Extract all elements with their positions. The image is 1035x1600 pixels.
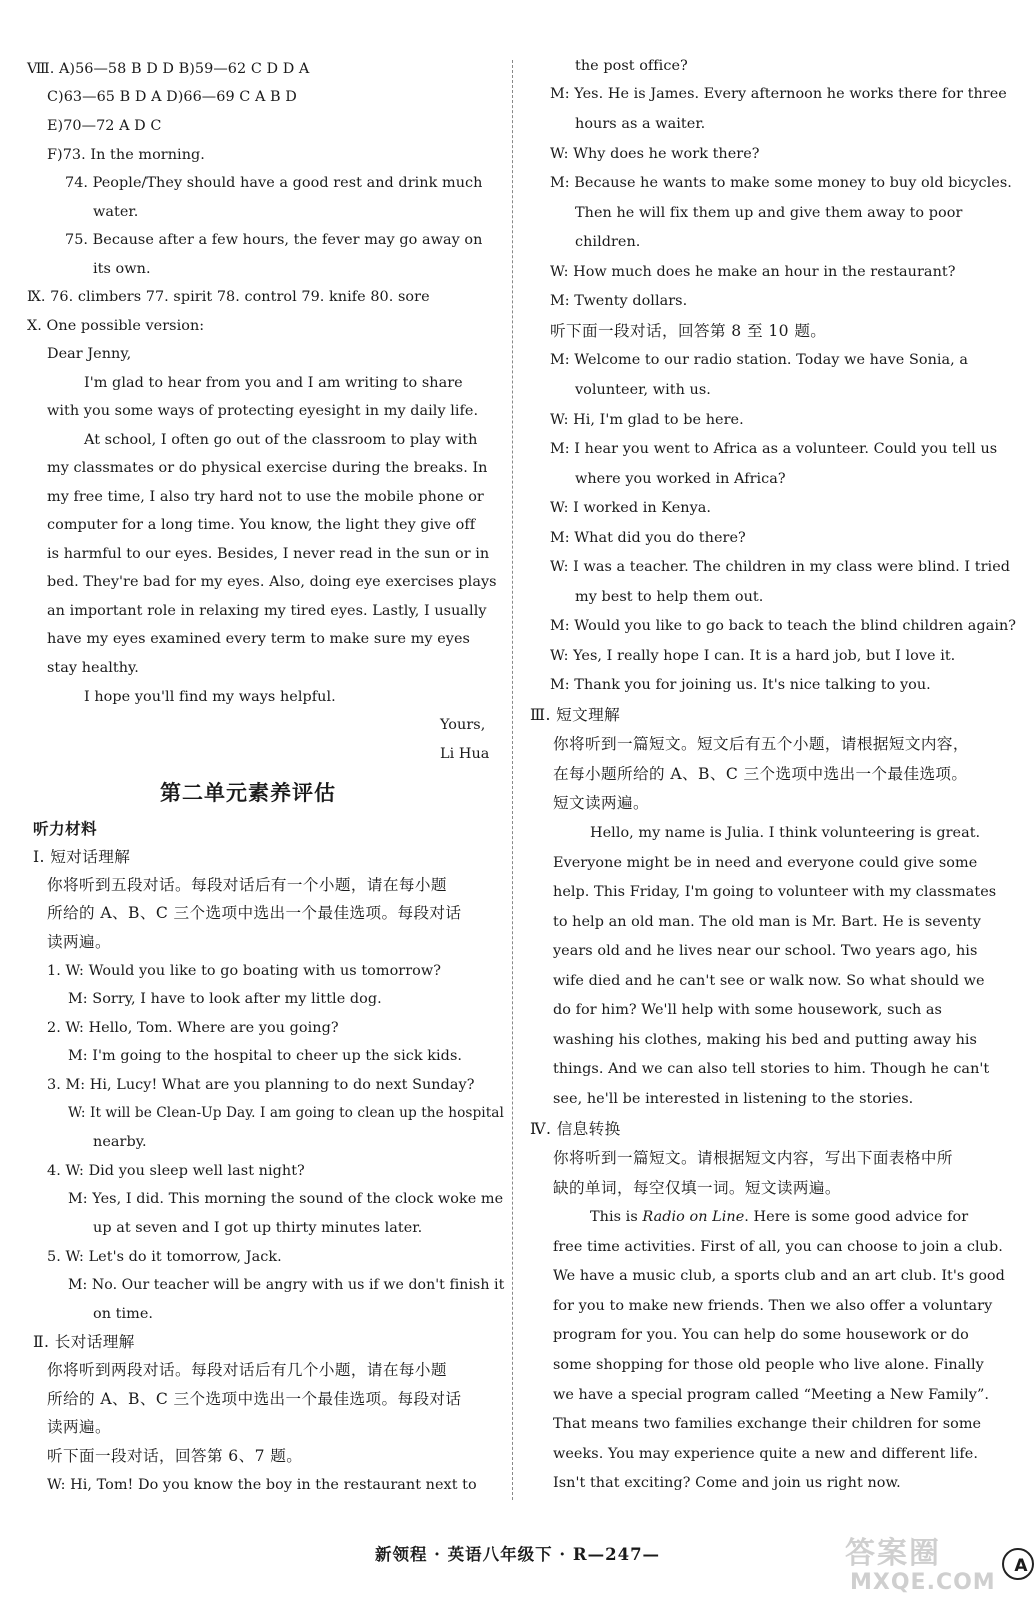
left-column-line: my classmates or do physical exercise during the breaks. In bbox=[47, 460, 488, 476]
left-column-line: nearby. bbox=[93, 1134, 147, 1150]
right-column-line: free time activities. First of all, you can choose to join a club. bbox=[553, 1239, 1003, 1255]
left-column-line: I'm glad to hear from you and I am writing to share bbox=[84, 375, 463, 391]
left-column-line: water. bbox=[93, 204, 139, 220]
left-column-line: W: Hi, Tom! Do you know the boy in the restaurant next to bbox=[47, 1477, 477, 1493]
left-column-line: M: I'm going to the hospital to cheer up the sick kids. bbox=[68, 1048, 463, 1064]
left-column-line: Dear Jenny, bbox=[47, 346, 132, 362]
right-column-line: the post office? bbox=[575, 58, 688, 74]
left-column-line: 听下面一段对话，回答第 6、7 题。 bbox=[47, 1447, 303, 1465]
right-column-line: 在每小题所给的 A、B、C 三个选项中选出一个最佳选项。 bbox=[553, 765, 968, 783]
right-column-line: M: Because he wants to make some money to buy old bicycles. bbox=[550, 175, 1012, 191]
left-column-line: Li Hua bbox=[440, 746, 490, 762]
right-column-line: This is Radio on Line. Here is some good advice for bbox=[590, 1209, 969, 1225]
right-column-line: my best to help them out. bbox=[575, 589, 764, 605]
column-divider bbox=[512, 60, 513, 1500]
right-column-line: volunteer, with us. bbox=[575, 382, 711, 398]
left-column-line: 75. Because after a few hours, the fever may go away on bbox=[65, 232, 483, 248]
page-footer: 新领程 · 英语八年级下 · R—247— bbox=[374, 1545, 661, 1564]
right-column-line: Then he will fix them up and give them away to poor bbox=[575, 205, 963, 221]
left-column-line: 所给的 A、B、C 三个选项中选出一个最佳选项。每段对话 bbox=[47, 1390, 462, 1408]
left-column-line: my free time, I also try hard not to use the mobile phone or bbox=[47, 489, 484, 505]
right-column-line: we have a special program called “Meeting a New Family”. bbox=[553, 1387, 989, 1403]
right-column-line: M: I hear you went to Africa as a volunteer. Could you tell us bbox=[550, 441, 998, 457]
left-column-line: with you some ways of protecting eyesight in my daily life. bbox=[47, 403, 479, 419]
right-column-line: things. And we can also tell stories to him. Though he can't bbox=[553, 1061, 990, 1077]
right-column-line: M: Welcome to our radio station. Today we have Sonia, a bbox=[550, 352, 969, 368]
left-column-line: 所给的 A、B、C 三个选项中选出一个最佳选项。每段对话 bbox=[47, 904, 462, 922]
right-column-line: wife died and he can't see or walk now. So what should we bbox=[553, 973, 985, 989]
right-column-line: Hello, my name is Julia. I think volunteering is great. bbox=[590, 825, 981, 841]
right-column-line: M: Would you like to go back to teach the blind children again? bbox=[550, 618, 1017, 634]
left-column-line: I hope you'll find my ways helpful. bbox=[84, 689, 336, 705]
right-column-line: M: Thank you for joining us. It's nice talking to you. bbox=[550, 677, 931, 693]
right-column-line: for you to make new friends. Then we also offer a voluntary bbox=[553, 1298, 993, 1314]
left-column-line: an important role in relaxing my tired eyes. Lastly, I usually bbox=[47, 603, 487, 619]
right-column-line: hours as a waiter. bbox=[575, 116, 706, 132]
right-column-line: M: Twenty dollars. bbox=[550, 293, 688, 309]
left-column-line: on time. bbox=[93, 1306, 154, 1322]
right-column-line: where you worked in Africa? bbox=[575, 471, 786, 487]
left-column-line: C)63—65 B D A D)66—69 C A B D bbox=[47, 89, 297, 105]
right-column-line: W: Hi, I'm glad to be here. bbox=[550, 412, 744, 428]
right-column-line: Ⅲ. 短文理解 bbox=[530, 706, 621, 724]
left-column-line: At school, I often go out of the classroom to play with bbox=[84, 432, 478, 448]
watermark-text: 答案圈 bbox=[845, 1536, 941, 1571]
right-column-line: 短文读两遍。 bbox=[553, 794, 649, 812]
right-column-line: Isn't that exciting? Come and join us right now. bbox=[553, 1475, 901, 1491]
left-column-line: 5. W: Let's do it tomorrow, Jack. bbox=[47, 1249, 282, 1265]
right-column-line: program for you. You can help do some housework or do bbox=[553, 1327, 969, 1343]
right-column-line: help. This Friday, I'm going to volunteer with my classmates bbox=[553, 884, 997, 900]
right-column-line: M: What did you do there? bbox=[550, 530, 746, 546]
right-column-line: weeks. You may experience quite a new and different life. bbox=[553, 1446, 978, 1462]
left-column-line: 你将听到五段对话。每段对话后有一个小题，请在每小题 bbox=[47, 876, 447, 894]
left-column-line: 读两遍。 bbox=[47, 933, 111, 951]
left-column-line: 2. W: Hello, Tom. Where are you going? bbox=[47, 1020, 339, 1036]
left-column-line: Ⅹ. One possible version: bbox=[27, 318, 205, 334]
left-column-line: 4. W: Did you sleep well last night? bbox=[47, 1163, 305, 1179]
right-column-line: W: Why does he work there? bbox=[550, 146, 760, 162]
right-column-line: washing his clothes, making his bed and putting away his bbox=[553, 1032, 977, 1048]
right-column-line: 你将听到一篇短文。请根据短文内容，写出下面表格中所 bbox=[553, 1149, 953, 1167]
left-column-line: W: It will be Clean-Up Day. I am going to clean up the hospital bbox=[68, 1105, 504, 1121]
left-column-line: 听力材料 bbox=[33, 819, 97, 838]
right-column-line: to help an old man. The old man is Mr. Bart. He is seventy bbox=[553, 914, 981, 930]
watermark-url: MXQE.COM bbox=[850, 1570, 996, 1595]
right-column-line: M: Yes. He is James. Every afternoon he works there for three bbox=[550, 86, 1007, 102]
right-column-line: 你将听到一篇短文。短文后有五个小题，请根据短文内容， bbox=[553, 735, 969, 753]
right-column-line: W: I was a teacher. The children in my class were blind. I tried bbox=[550, 559, 1011, 575]
left-column-line: bed. They're bad for my eyes. Also, doing eye exercises plays bbox=[47, 574, 497, 590]
right-column-line: children. bbox=[575, 234, 641, 250]
left-column-line: computer for a long time. You know, the light they give off bbox=[47, 517, 476, 533]
right-column-line: Ⅳ. 信息转换 bbox=[530, 1120, 621, 1138]
left-column-line: 74. People/They should have a good rest and drink much bbox=[65, 175, 483, 191]
right-column-line: see, he'll be interested in listening to the stories. bbox=[553, 1091, 914, 1107]
right-column-line: That means two families exchange their children for some bbox=[553, 1416, 982, 1432]
right-column-line: Everyone might be in need and everyone could give some bbox=[553, 855, 978, 871]
left-column-line: Ⅷ. A)56—58 B D D B)59—62 C D D A bbox=[27, 61, 310, 77]
corner-mark: A bbox=[1002, 1548, 1034, 1580]
right-column-line: 缺的单词，每空仅填一词。短文读两遍。 bbox=[553, 1179, 841, 1197]
left-column-line: Yours, bbox=[440, 717, 486, 733]
right-column-line: W: How much does he make an hour in the restaurant? bbox=[550, 264, 956, 280]
left-column-line: up at seven and I got up thirty minutes later. bbox=[93, 1220, 423, 1236]
right-column-line: 听下面一段对话，回答第 8 至 10 题。 bbox=[550, 322, 827, 340]
left-column-line: M: No. Our teacher will be angry with us if we don't finish it bbox=[68, 1277, 505, 1293]
right-column-line: We have a music club, a sports club and an art club. It's good bbox=[553, 1268, 1005, 1284]
left-column-line: stay healthy. bbox=[47, 660, 139, 676]
left-column-line: its own. bbox=[93, 261, 151, 277]
left-column-line: Ⅰ. 短对话理解 bbox=[33, 848, 131, 866]
left-column-line: M: Sorry, I have to look after my little dog. bbox=[68, 991, 382, 1007]
right-column-line: do for him? We'll help with some housework, such as bbox=[553, 1002, 942, 1018]
left-column-line: is harmful to our eyes. Besides, I never read in the sun or in bbox=[47, 546, 490, 562]
left-column-line: M: Yes, I did. This morning the sound of the clock woke me bbox=[68, 1191, 504, 1207]
right-column-line: W: I worked in Kenya. bbox=[550, 500, 712, 516]
right-column-line: years old and he lives near our school. Two years ago, his bbox=[553, 943, 978, 959]
left-column-line: Ⅱ. 长对话理解 bbox=[33, 1333, 135, 1351]
unit-heading: 第二单元素养评估 bbox=[160, 780, 336, 805]
right-column-line: some shopping for those old people who live alone. Finally bbox=[553, 1357, 984, 1373]
left-column-line: E)70—72 A D C bbox=[47, 118, 162, 134]
right-column-line: W: Yes, I really hope I can. It is a hard job, but I love it. bbox=[550, 648, 956, 664]
left-column-line: 读两遍。 bbox=[47, 1418, 111, 1436]
left-column-line: 1. W: Would you like to go boating with us tomorrow? bbox=[47, 963, 442, 979]
left-column-line: have my eyes examined every term to make sure my eyes bbox=[47, 631, 470, 647]
left-column-line: Ⅸ. 76. climbers 77. spirit 78. control 79. knife 80. sore bbox=[27, 289, 430, 305]
left-column-line: 3. M: Hi, Lucy! What are you planning to do next Sunday? bbox=[47, 1077, 475, 1093]
left-column-line: 你将听到两段对话。每段对话后有几个小题，请在每小题 bbox=[47, 1361, 447, 1379]
left-column-line: F)73. In the morning. bbox=[47, 147, 205, 163]
